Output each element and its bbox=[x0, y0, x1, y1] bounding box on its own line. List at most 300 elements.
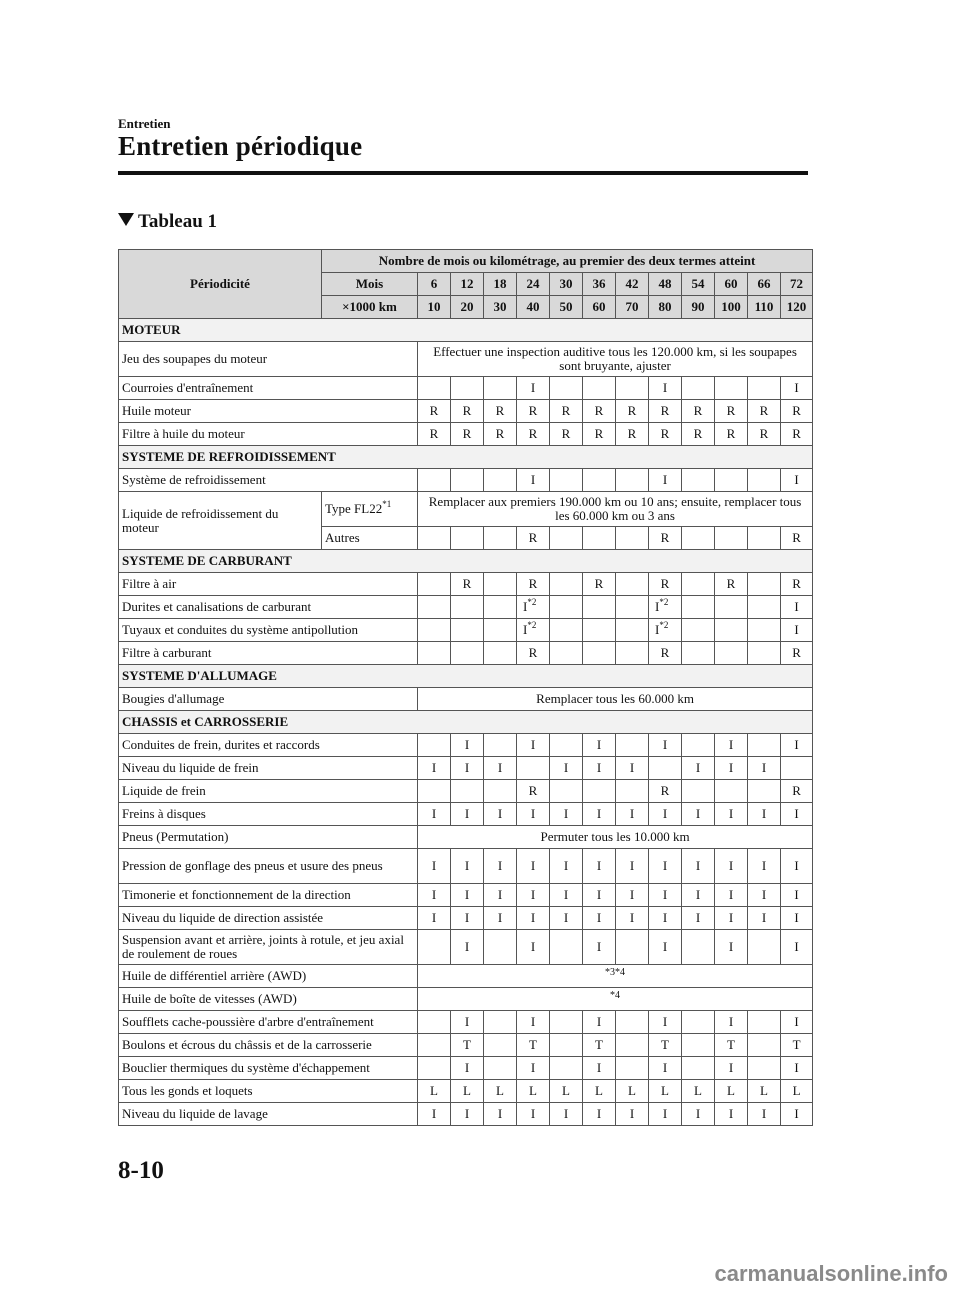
category-row: MOTEUR bbox=[119, 319, 813, 342]
schedule-mark bbox=[682, 469, 715, 492]
interval-text: Permuter tous les 10.000 km bbox=[418, 826, 813, 849]
schedule-mark: I bbox=[484, 803, 517, 826]
table-row bbox=[119, 780, 813, 803]
km-header: 100 bbox=[715, 296, 748, 319]
schedule-mark bbox=[484, 469, 517, 492]
schedule-mark: R bbox=[649, 780, 682, 803]
schedule-mark: I bbox=[649, 930, 682, 965]
item-label: Filtre à air bbox=[119, 573, 418, 596]
table-title bbox=[118, 211, 217, 233]
interval-note-header: Nombre de mois ou kilométrage, au premier des deux termes atteint bbox=[322, 250, 813, 273]
table-row bbox=[119, 342, 813, 377]
schedule-mark: R bbox=[715, 400, 748, 423]
schedule-mark: R bbox=[649, 642, 682, 665]
item-label: Freins à disques bbox=[119, 803, 418, 826]
item-sub-label: Type FL22$^{*1}$ bbox=[322, 492, 418, 527]
schedule-mark: I bbox=[715, 803, 748, 826]
schedule-mark: I bbox=[781, 1057, 813, 1080]
schedule-mark: I bbox=[517, 469, 550, 492]
schedule-mark: L bbox=[484, 1080, 517, 1103]
schedule-mark: R bbox=[781, 642, 813, 665]
schedule-mark: I bbox=[748, 803, 781, 826]
schedule-mark bbox=[715, 527, 748, 550]
table-row bbox=[119, 642, 813, 665]
month-header: 42 bbox=[616, 273, 649, 296]
schedule-mark bbox=[748, 734, 781, 757]
schedule-mark: R bbox=[715, 573, 748, 596]
schedule-mark: T bbox=[583, 1034, 616, 1057]
schedule-mark bbox=[748, 780, 781, 803]
schedule-mark: I bbox=[451, 734, 484, 757]
schedule-mark: I bbox=[583, 849, 616, 884]
schedule-mark: R bbox=[418, 423, 451, 446]
schedule-mark: I bbox=[616, 1103, 649, 1126]
schedule-mark: I bbox=[517, 1103, 550, 1126]
schedule-mark: I bbox=[418, 849, 451, 884]
item-label: Timonerie et fonctionnement de la direction bbox=[119, 884, 418, 907]
table-row bbox=[119, 907, 813, 930]
schedule-mark: I bbox=[517, 849, 550, 884]
item-label: Système de refroidissement bbox=[119, 469, 418, 492]
schedule-mark: R bbox=[583, 400, 616, 423]
schedule-mark bbox=[748, 469, 781, 492]
schedule-mark bbox=[715, 469, 748, 492]
schedule-mark: R bbox=[451, 423, 484, 446]
schedule-mark: I bbox=[451, 1103, 484, 1126]
schedule-mark: R bbox=[649, 573, 682, 596]
table-row bbox=[119, 884, 813, 907]
schedule-mark: I bbox=[451, 757, 484, 780]
schedule-mark: R bbox=[517, 780, 550, 803]
month-header: 66 bbox=[748, 273, 781, 296]
month-header: 12 bbox=[451, 273, 484, 296]
schedule-mark bbox=[715, 596, 748, 619]
schedule-mark: R bbox=[781, 527, 813, 550]
item-label: Bouclier thermiques du système d'échappement bbox=[119, 1057, 418, 1080]
schedule-mark: R bbox=[583, 423, 616, 446]
item-label: Pression de gonflage des pneus et usure des pneus bbox=[119, 849, 418, 884]
schedule-mark bbox=[616, 469, 649, 492]
schedule-mark: I bbox=[649, 469, 682, 492]
schedule-mark: I bbox=[748, 849, 781, 884]
schedule-mark: R bbox=[451, 400, 484, 423]
schedule-mark: I bbox=[748, 757, 781, 780]
footnote-marker: *1 bbox=[382, 499, 392, 509]
schedule-mark: I bbox=[517, 930, 550, 965]
schedule-mark: I bbox=[682, 907, 715, 930]
schedule-mark bbox=[418, 734, 451, 757]
schedule-mark: I bbox=[715, 1011, 748, 1034]
table-row bbox=[119, 930, 813, 965]
item-sub-label: Autres bbox=[322, 527, 418, 550]
schedule-mark: I bbox=[682, 1103, 715, 1126]
schedule-mark: R bbox=[517, 642, 550, 665]
schedule-mark: L bbox=[682, 1080, 715, 1103]
schedule-mark bbox=[616, 573, 649, 596]
month-header: 36 bbox=[583, 273, 616, 296]
schedule-mark bbox=[484, 734, 517, 757]
category-row: SYSTEME DE REFROIDISSEMENT bbox=[119, 446, 813, 469]
item-label: Filtre à carburant bbox=[119, 642, 418, 665]
schedule-mark bbox=[418, 469, 451, 492]
item-label: Tous les gonds et loquets bbox=[119, 1080, 418, 1103]
schedule-mark: I bbox=[451, 930, 484, 965]
month-header: 24 bbox=[517, 273, 550, 296]
item-label: Huile de différentiel arrière (AWD) bbox=[119, 965, 418, 988]
schedule-mark: I bbox=[649, 849, 682, 884]
schedule-mark bbox=[418, 1011, 451, 1034]
schedule-mark bbox=[616, 642, 649, 665]
schedule-mark: I bbox=[649, 377, 682, 400]
maintenance-schedule-table bbox=[118, 249, 813, 1126]
schedule-mark: I bbox=[583, 1103, 616, 1126]
item-label: Huile moteur bbox=[119, 400, 418, 423]
schedule-mark bbox=[616, 1011, 649, 1034]
title-rule bbox=[118, 171, 808, 175]
schedule-mark: I bbox=[715, 849, 748, 884]
schedule-mark: I bbox=[550, 849, 583, 884]
table-row bbox=[119, 965, 813, 988]
schedule-mark: I bbox=[583, 757, 616, 780]
schedule-mark bbox=[550, 596, 583, 619]
schedule-mark bbox=[484, 573, 517, 596]
km-header: 90 bbox=[682, 296, 715, 319]
schedule-mark bbox=[748, 527, 781, 550]
table-row bbox=[119, 1011, 813, 1034]
schedule-mark: I bbox=[550, 1103, 583, 1126]
schedule-mark: L bbox=[550, 1080, 583, 1103]
schedule-mark: I bbox=[451, 1057, 484, 1080]
km-header: 80 bbox=[649, 296, 682, 319]
schedule-mark: I bbox=[583, 1011, 616, 1034]
table-row bbox=[119, 734, 813, 757]
table-row bbox=[119, 400, 813, 423]
schedule-mark: I bbox=[517, 884, 550, 907]
schedule-mark bbox=[484, 377, 517, 400]
schedule-mark: I bbox=[583, 1057, 616, 1080]
schedule-mark: I bbox=[715, 930, 748, 965]
schedule-mark: I bbox=[616, 849, 649, 884]
schedule-mark: L bbox=[517, 1080, 550, 1103]
schedule-mark bbox=[682, 642, 715, 665]
schedule-mark bbox=[451, 469, 484, 492]
table-row bbox=[119, 423, 813, 446]
schedule-mark bbox=[418, 527, 451, 550]
schedule-mark: R bbox=[583, 573, 616, 596]
schedule-mark bbox=[418, 573, 451, 596]
km-header: 110 bbox=[748, 296, 781, 319]
schedule-mark: R bbox=[616, 423, 649, 446]
footnote-marker: *2 bbox=[527, 620, 537, 630]
schedule-mark bbox=[682, 573, 715, 596]
schedule-mark bbox=[715, 780, 748, 803]
schedule-mark bbox=[517, 757, 550, 780]
schedule-mark: $I^{*2}$ bbox=[649, 619, 682, 642]
schedule-mark bbox=[484, 642, 517, 665]
schedule-mark: R bbox=[484, 423, 517, 446]
schedule-mark: I bbox=[781, 596, 813, 619]
schedule-mark bbox=[484, 780, 517, 803]
schedule-mark: I bbox=[781, 619, 813, 642]
schedule-mark bbox=[616, 619, 649, 642]
schedule-mark bbox=[682, 1034, 715, 1057]
month-header: 6 bbox=[418, 273, 451, 296]
schedule-mark bbox=[583, 642, 616, 665]
schedule-mark: R bbox=[418, 400, 451, 423]
schedule-mark: R bbox=[484, 400, 517, 423]
item-label: Huile de boîte de vitesses (AWD) bbox=[119, 988, 418, 1011]
schedule-mark: I bbox=[649, 1103, 682, 1126]
schedule-mark: I bbox=[517, 907, 550, 930]
schedule-mark bbox=[616, 1034, 649, 1057]
interval-text: Effectuer une inspection auditive tous les 120.000 km, si les soupapes sont bruyante, ajuster bbox=[418, 342, 813, 377]
schedule-mark: R bbox=[517, 400, 550, 423]
schedule-mark: I bbox=[550, 884, 583, 907]
schedule-mark bbox=[418, 377, 451, 400]
schedule-mark: I bbox=[583, 734, 616, 757]
schedule-mark: R bbox=[715, 423, 748, 446]
table-row bbox=[119, 849, 813, 884]
interval-text: Remplacer tous les 60.000 km bbox=[418, 688, 813, 711]
schedule-mark bbox=[682, 734, 715, 757]
schedule-mark bbox=[616, 1057, 649, 1080]
table-row bbox=[119, 757, 813, 780]
months-label: Mois bbox=[322, 273, 418, 296]
table-row bbox=[119, 803, 813, 826]
schedule-mark: I bbox=[418, 907, 451, 930]
schedule-mark: R bbox=[517, 527, 550, 550]
schedule-mark: I bbox=[418, 757, 451, 780]
item-label: Liquide de refroidissement du moteur bbox=[119, 492, 322, 550]
schedule-mark: I bbox=[517, 1057, 550, 1080]
schedule-mark bbox=[484, 1011, 517, 1034]
km-header: 120 bbox=[781, 296, 813, 319]
schedule-mark: I bbox=[616, 757, 649, 780]
schedule-mark: I bbox=[715, 757, 748, 780]
schedule-mark: I bbox=[715, 1057, 748, 1080]
schedule-mark: T bbox=[451, 1034, 484, 1057]
footnote-marker: *4 bbox=[610, 990, 621, 1001]
table-row bbox=[119, 1103, 813, 1126]
schedule-mark: I bbox=[484, 849, 517, 884]
km-header: 30 bbox=[484, 296, 517, 319]
item-label: Courroies d'entraînement bbox=[119, 377, 418, 400]
schedule-mark: T bbox=[781, 1034, 813, 1057]
schedule-mark bbox=[550, 1034, 583, 1057]
schedule-mark: I bbox=[550, 757, 583, 780]
schedule-mark bbox=[616, 527, 649, 550]
schedule-mark: I bbox=[781, 930, 813, 965]
schedule-mark: I bbox=[715, 884, 748, 907]
schedule-mark: I bbox=[781, 1103, 813, 1126]
schedule-mark: I bbox=[484, 884, 517, 907]
schedule-mark: I bbox=[550, 803, 583, 826]
schedule-mark bbox=[583, 596, 616, 619]
month-header: 48 bbox=[649, 273, 682, 296]
schedule-mark bbox=[781, 757, 813, 780]
schedule-mark: I bbox=[451, 803, 484, 826]
schedule-mark: I bbox=[649, 734, 682, 757]
schedule-mark: R bbox=[781, 423, 813, 446]
schedule-mark bbox=[616, 734, 649, 757]
schedule-mark bbox=[550, 734, 583, 757]
page-number: 8-10 bbox=[118, 1157, 164, 1184]
table-row bbox=[119, 688, 813, 711]
schedule-mark: I bbox=[484, 757, 517, 780]
schedule-mark: I bbox=[517, 377, 550, 400]
schedule-mark bbox=[748, 619, 781, 642]
schedule-mark: I bbox=[451, 907, 484, 930]
schedule-mark bbox=[682, 1057, 715, 1080]
schedule-mark: R bbox=[517, 573, 550, 596]
periodicite-header: Périodicité bbox=[119, 250, 322, 319]
schedule-mark bbox=[616, 377, 649, 400]
month-header: 54 bbox=[682, 273, 715, 296]
schedule-mark: I bbox=[649, 884, 682, 907]
month-header: 60 bbox=[715, 273, 748, 296]
schedule-mark bbox=[748, 1057, 781, 1080]
schedule-mark: I bbox=[781, 469, 813, 492]
item-label: Conduites de frein, durites et raccords bbox=[119, 734, 418, 757]
schedule-mark: R bbox=[748, 423, 781, 446]
category-row: SYSTEME DE CARBURANT bbox=[119, 550, 813, 573]
schedule-mark bbox=[451, 596, 484, 619]
schedule-mark: L bbox=[583, 1080, 616, 1103]
schedule-mark bbox=[583, 780, 616, 803]
item-label: Niveau du liquide de lavage bbox=[119, 1103, 418, 1126]
schedule-mark bbox=[418, 596, 451, 619]
schedule-mark: T bbox=[517, 1034, 550, 1057]
schedule-mark: I bbox=[715, 1103, 748, 1126]
schedule-mark bbox=[583, 619, 616, 642]
item-label: Liquide de frein bbox=[119, 780, 418, 803]
table-row bbox=[119, 492, 813, 527]
table-title-text: Tableau 1 bbox=[138, 211, 218, 232]
schedule-mark: I bbox=[451, 849, 484, 884]
schedule-mark: I bbox=[748, 907, 781, 930]
schedule-mark: $I^{*2}$ bbox=[649, 596, 682, 619]
item-label: Jeu des soupapes du moteur bbox=[119, 342, 418, 377]
schedule-mark bbox=[451, 619, 484, 642]
schedule-mark: I bbox=[715, 734, 748, 757]
schedule-mark: I bbox=[583, 930, 616, 965]
schedule-mark: I bbox=[517, 803, 550, 826]
schedule-mark: R bbox=[616, 400, 649, 423]
item-label: Boulons et écrous du châssis et de la carrosserie bbox=[119, 1034, 418, 1057]
schedule-mark: L bbox=[616, 1080, 649, 1103]
schedule-mark: R bbox=[649, 400, 682, 423]
schedule-mark: I bbox=[583, 907, 616, 930]
footnote-marker: *2 bbox=[659, 620, 669, 630]
schedule-mark bbox=[550, 1057, 583, 1080]
schedule-mark: R bbox=[682, 400, 715, 423]
schedule-mark: R bbox=[517, 423, 550, 446]
schedule-mark: I bbox=[517, 734, 550, 757]
schedule-mark: R bbox=[682, 423, 715, 446]
schedule-mark: I bbox=[616, 884, 649, 907]
schedule-mark bbox=[484, 930, 517, 965]
schedule-mark: L bbox=[649, 1080, 682, 1103]
schedule-mark bbox=[616, 780, 649, 803]
schedule-mark: R bbox=[649, 423, 682, 446]
schedule-mark: I bbox=[418, 884, 451, 907]
table-row bbox=[119, 1080, 813, 1103]
schedule-mark bbox=[484, 619, 517, 642]
schedule-mark bbox=[748, 930, 781, 965]
schedule-mark: I bbox=[781, 1011, 813, 1034]
footnote-marker: *2 bbox=[659, 597, 669, 607]
item-label: Niveau du liquide de direction assistée bbox=[119, 907, 418, 930]
schedule-mark: I bbox=[682, 849, 715, 884]
km-header: 20 bbox=[451, 296, 484, 319]
schedule-mark bbox=[451, 780, 484, 803]
schedule-mark: I bbox=[682, 803, 715, 826]
schedule-mark bbox=[451, 377, 484, 400]
schedule-mark: L bbox=[781, 1080, 813, 1103]
schedule-mark: R bbox=[649, 527, 682, 550]
schedule-mark bbox=[418, 780, 451, 803]
schedule-mark bbox=[715, 377, 748, 400]
schedule-mark: I bbox=[583, 884, 616, 907]
schedule-mark bbox=[484, 1034, 517, 1057]
schedule-mark bbox=[550, 573, 583, 596]
triangle-down-icon bbox=[118, 213, 134, 226]
table-row bbox=[119, 1057, 813, 1080]
schedule-mark bbox=[682, 1011, 715, 1034]
item-label: Tuyaux et conduites du système antipollution bbox=[119, 619, 418, 642]
schedule-mark: T bbox=[715, 1034, 748, 1057]
schedule-mark bbox=[583, 377, 616, 400]
footnote-cell bbox=[418, 988, 813, 1011]
schedule-mark: I bbox=[484, 1103, 517, 1126]
table-row bbox=[119, 573, 813, 596]
schedule-mark: L bbox=[451, 1080, 484, 1103]
schedule-mark: I bbox=[451, 1011, 484, 1034]
schedule-mark bbox=[583, 527, 616, 550]
schedule-mark: I bbox=[715, 907, 748, 930]
schedule-mark: R bbox=[781, 780, 813, 803]
schedule-mark: I bbox=[484, 907, 517, 930]
footnote-marker: *3*4 bbox=[605, 967, 626, 978]
schedule-mark bbox=[583, 469, 616, 492]
schedule-mark bbox=[550, 527, 583, 550]
schedule-mark: I bbox=[418, 1103, 451, 1126]
schedule-mark: I bbox=[649, 907, 682, 930]
schedule-mark: R bbox=[550, 400, 583, 423]
schedule-mark bbox=[484, 527, 517, 550]
schedule-mark bbox=[682, 619, 715, 642]
schedule-mark: I bbox=[781, 377, 813, 400]
table-row bbox=[119, 596, 813, 619]
category-row: CHASSIS et CARROSSERIE bbox=[119, 711, 813, 734]
watermark: carmanualsonline.info bbox=[714, 1261, 948, 1286]
km-header: 60 bbox=[583, 296, 616, 319]
km-header: 40 bbox=[517, 296, 550, 319]
schedule-mark bbox=[682, 596, 715, 619]
schedule-mark bbox=[550, 377, 583, 400]
schedule-mark: L bbox=[748, 1080, 781, 1103]
item-label: Pneus (Permutation) bbox=[119, 826, 418, 849]
schedule-mark bbox=[748, 1011, 781, 1034]
schedule-mark bbox=[715, 619, 748, 642]
interval-text: Remplacer aux premiers 190.000 km ou 10 ans; ensuite, remplacer tous les 60.000 km ou 3 ans bbox=[418, 492, 813, 527]
schedule-mark: I bbox=[682, 757, 715, 780]
category-row: SYSTEME D'ALLUMAGE bbox=[119, 665, 813, 688]
schedule-mark: I bbox=[583, 803, 616, 826]
schedule-mark bbox=[418, 1034, 451, 1057]
schedule-mark bbox=[748, 642, 781, 665]
schedule-mark: I bbox=[550, 907, 583, 930]
